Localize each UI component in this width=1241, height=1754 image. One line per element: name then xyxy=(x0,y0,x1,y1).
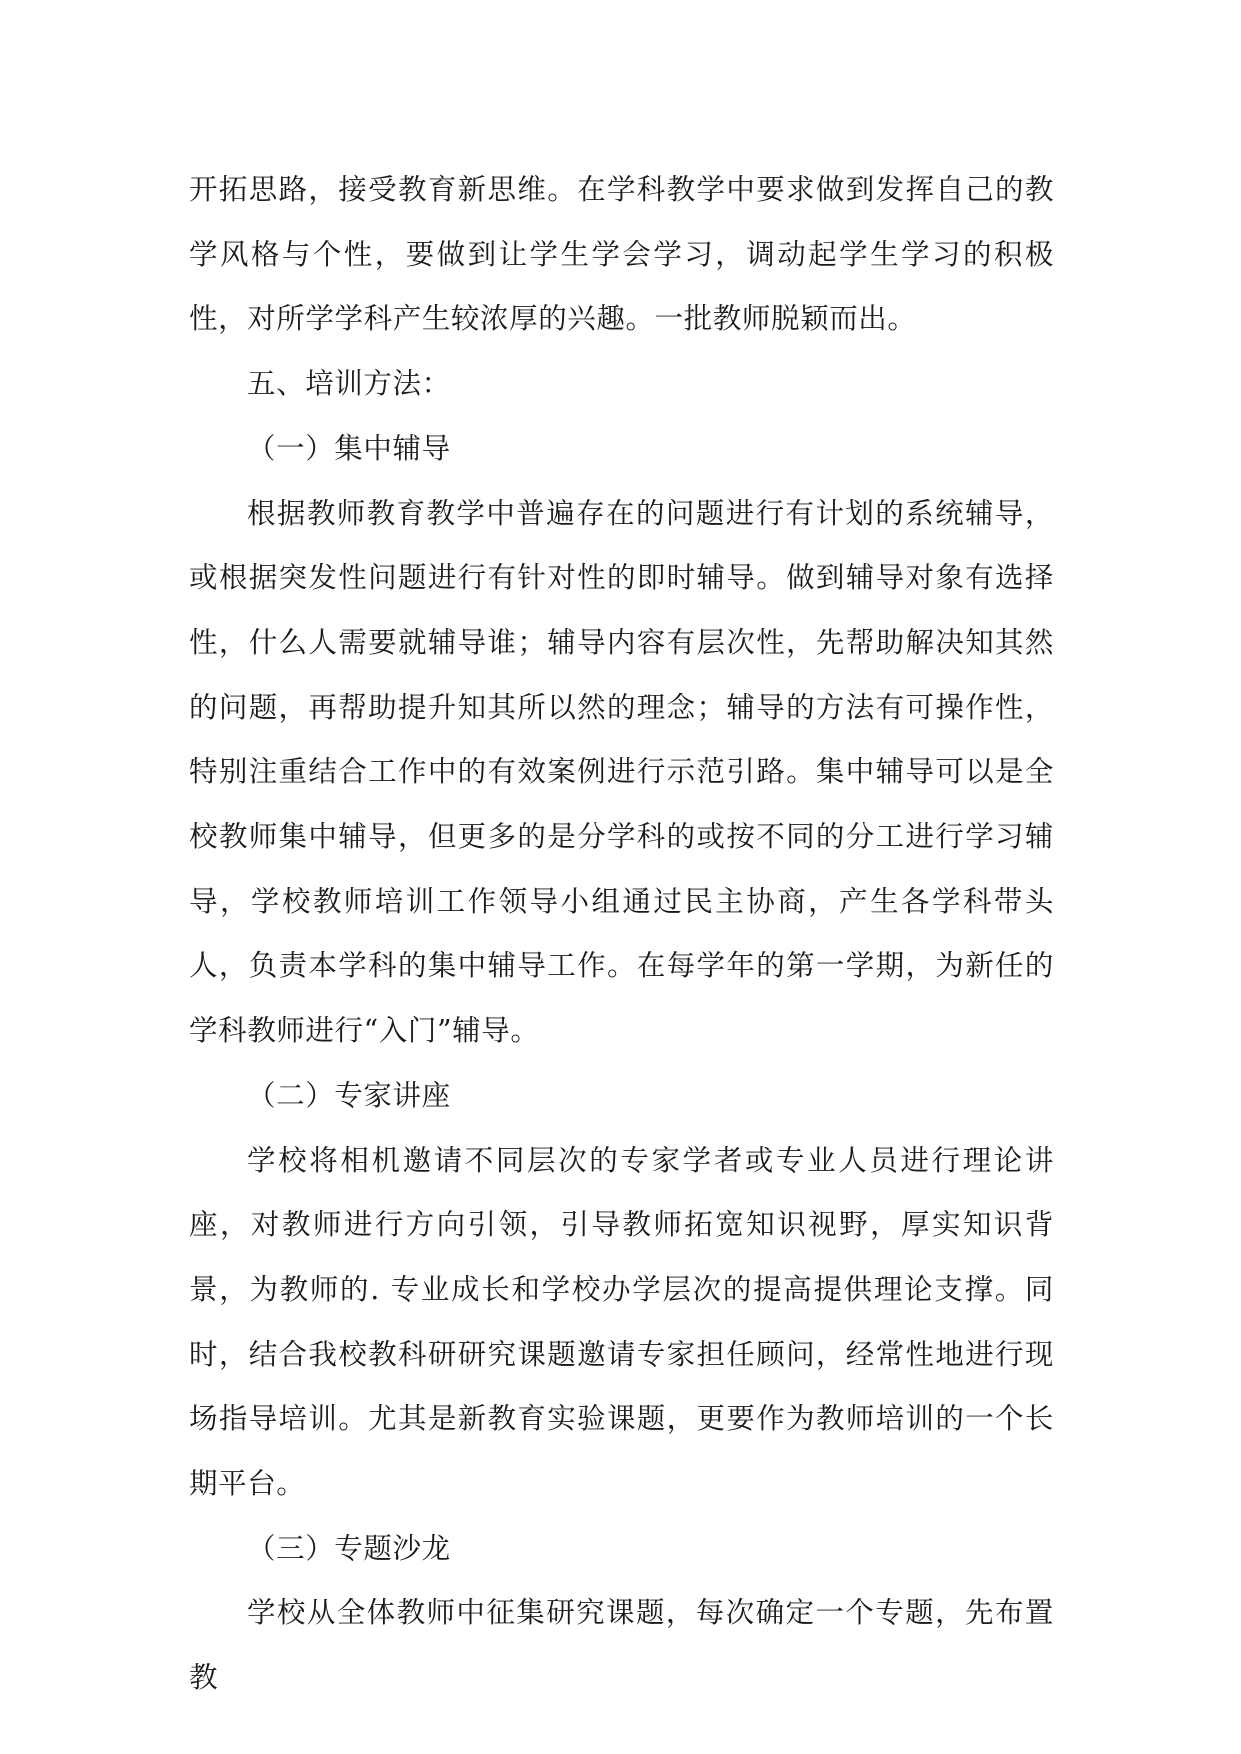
paragraph-centralized-guidance: 根据教师教育教学中普遍存在的问题进行有计划的系统辅导，或根据突发性问题进行有针对性的即时辅导。做到辅导对象有选择性，什么人需要就辅导谁；辅导内容有层次性，先帮助解决知其然的问题，再帮助提升知其所以然的理念；辅导的方法有可操作性，特别注重结合工作中的有效案例进行示范引路。集中辅导可以是全校教师集中辅导，但更多的是分学科的或按不同的分工进行学习辅导，学校教师培训工作领导小组通过民主协商，产生各学科带头人，负责本学科的集中辅导工作。在每学年的第一学期，为新任的学科教师进行“入门”辅导。 xyxy=(189,496,1054,1048)
paragraph-topic-salon: 学校从全体教师中征集研究课题，每次确定一个专题，先布置教 xyxy=(189,1596,1054,1695)
subheading-expert-lectures: （二）专家讲座 xyxy=(247,1078,451,1112)
subheading-topic-salon: （三）专题沙龙 xyxy=(247,1531,451,1565)
paragraph-expert-lectures: 学校将相机邀请不同层次的专家学者或专业人员进行理论讲座，对教师进行方向引领，引导教师拓宽知识视野，厚实知识背景，为教师的. 专业成长和学校办学层次的提高提供理论支撑。同时，结合我校教科研研究课题邀请专家担任顾问，经常性地进行现场指导培训。尤其是新教育实验课题，更要作为教师培训的一个长期平台。 xyxy=(189,1143,1054,1501)
document-page xyxy=(189,158,1054,1711)
subheading-centralized-guidance: （一）集中辅导 xyxy=(247,431,451,465)
paragraph-continuation: 开拓思路，接受教育新思维。在学科教学中要求做到发挥自己的教学风格与个性，要做到让学生学会学习，调动起学生学习的积极性，对所学学科产生较浓厚的兴趣。一批教师脱颖而出。 xyxy=(189,173,1054,336)
section-heading-training-methods: 五、培训方法： xyxy=(247,367,451,401)
